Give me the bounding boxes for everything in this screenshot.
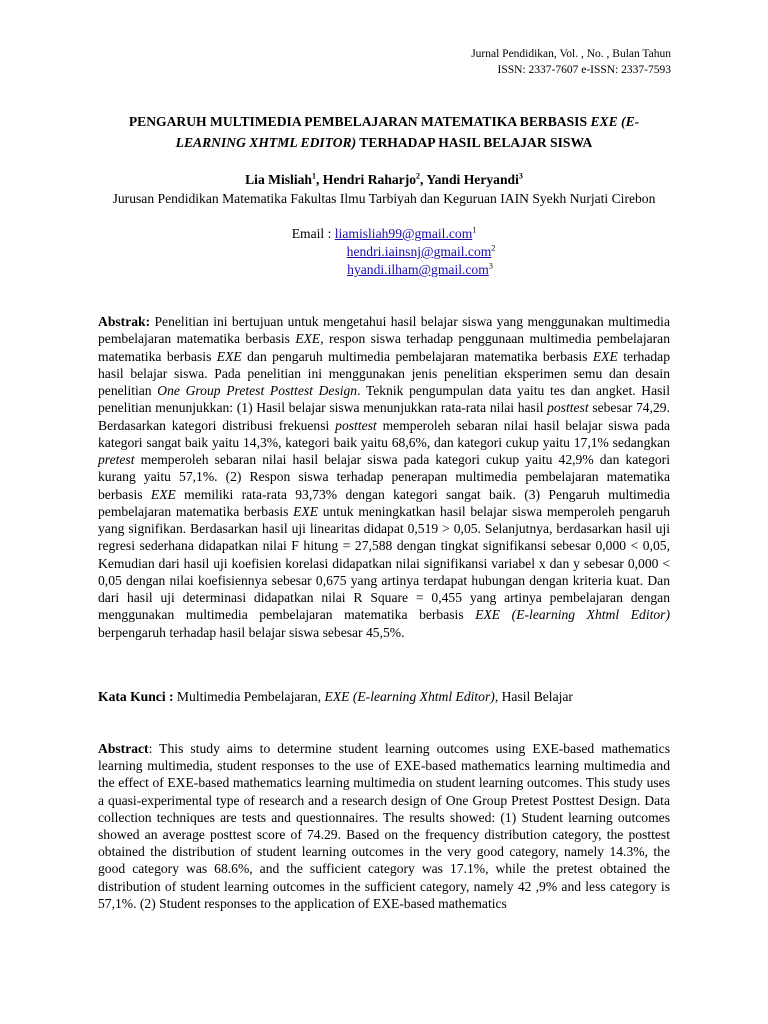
email-2-sup: 2 (491, 243, 496, 253)
keywords-label: Kata Kunci : (98, 689, 174, 704)
email-1-sup: 1 (472, 225, 477, 235)
abstrak-italic: EXE (293, 503, 319, 519)
abstrak-text: berpengaruh terhadap hasil belajar siswa sebesar 45,5%. (98, 624, 405, 640)
affiliation: Jurusan Pendidikan Matematika Fakultas Ilmu Tarbiyah dan Keguruan IAIN Syekh Nurjati Cirebon (112, 191, 656, 206)
abstrak-italic: posttest (335, 417, 377, 433)
abstrak-text: untuk meningkatkan hasil belajar siswa memperoleh pengaruh yang signifikan. Berdasarkan hasil uji linearitas didapat 0,519 > 0,05. Selanjutnya, berdasarkan hasil uji regresi sederhana didapatkan nilai F hitung = 27,588 dengan tingkat signifikansi sebesar 0,000 < 0,05, Kemudian dari hasil uji koefisien korelasi didapatkan nilai signifikansi variabel x dan y sebesar 0,000 < 0,05 dengan nilai koefisiennya sebesar 0,675 yang artinya terdapat hubungan dengan kriteria kuat. Dan dari hasil uji determinasi didapatkan nilai R Square = 0,455 yang artinya pembelajaran dengan menggunakan multimedia pembelajaran matematika berbasis (98, 503, 670, 623)
title-italic: EXE (E-LEARNING XHTML EDITOR) (175, 114, 640, 150)
keywords-text: Multimedia Pembelajaran, (173, 689, 325, 704)
abstrak-text: terhadap hasil belajar siswa. Pada penelitian ini menggunakan jenis penelitian eksperimen semu dan desain penelitian (98, 348, 670, 398)
abstrak-text: sebesar 74,29. Berdasarkan kategori distribusi frekuensi (98, 400, 670, 433)
author-1-sup: 1 (311, 171, 316, 181)
title-part1: PENGARUH MULTIMEDIA PEMBELAJARAN MATEMATIKA BERBASIS (128, 114, 591, 129)
abstrak-text: dan pengaruh multimedia pembelajaran matematika berbasis (241, 348, 593, 364)
keywords-italic: EXE (E-learning Xhtml Editor) (324, 689, 495, 704)
email-line-1 (96, 225, 672, 243)
author-2-sup: 2 (416, 171, 421, 181)
abstrak-italic: EXE (E-learning Xhtml Editor) (475, 607, 670, 623)
abstrak-italic: EXE (592, 348, 618, 364)
author-3: Yandi Heryandi (426, 172, 519, 187)
abstrak-italic: pretest (98, 452, 135, 467)
issn-line: ISSN: 2337-7607 e-ISSN: 2337-7593 (497, 64, 671, 76)
abstrak-text: memperoleh sebaran nilai hasil belajar siswa pada kategori sangat baik yaitu 14,3%, kategori baik yaitu 68,6%, dan kategori cukup yaitu 17,1% sedangkan (98, 417, 670, 450)
title-part2: TERHADAP HASIL BELAJAR SISWA (356, 135, 593, 150)
abstrak-italic: EXE (216, 348, 242, 364)
abstrak-italic: posttest (547, 400, 589, 416)
author-sep: , (420, 172, 427, 187)
abstract-en-paragraph (98, 740, 670, 912)
abstrak-italic: One Group Pretest Posttest Design (157, 383, 358, 398)
email-link-3[interactable]: hyandi.ilham@gmail.com (347, 262, 489, 277)
abstrak-italic: EXE (150, 486, 176, 502)
email-line-2 (96, 243, 672, 261)
paper-title (96, 111, 672, 153)
abstrak-text: memperoleh sebaran nilai hasil belajar siswa pada kategori cukup yaitu 42,9% dan kategori kurang yaitu 57,1%. (2) Respon siswa terhadap penerapan multimedia pembelajaran matematika berbasis (98, 452, 670, 502)
author-3-sup: 3 (518, 171, 523, 181)
author-2: Hendri Raharjo (322, 172, 417, 187)
abstract-en-label: Abstract (98, 741, 149, 756)
abstrak-text: memiliki rata-rata 93,73% dengan kategori sangat baik. (3) Pengaruh multimedia pembelajaran matematika berbasis (98, 486, 670, 519)
email-line-3 (96, 261, 672, 279)
author-list (96, 171, 672, 189)
abstrak-text: , respon siswa terhadap penggunaan multimedia pembelajaran matematika berbasis (98, 331, 670, 364)
email-block (96, 225, 672, 279)
abstrak-label: Abstrak: (98, 314, 151, 329)
email-3-sup: 3 (488, 261, 493, 271)
author-1: Lia Misliah (245, 172, 312, 187)
abstrak-italic: EXE (295, 331, 321, 347)
abstrak-text: . Teknik pengumpulan data yaitu tes dan angket. Hasil penelitian menunjukkan: (1) Hasil belajar siswa menunjukkan rata-rata nilai hasil (98, 383, 670, 416)
email-label: Email : (291, 226, 335, 241)
keywords-text: , Hasil Belajar (494, 689, 573, 704)
journal-header (471, 46, 671, 78)
journal-line: Jurnal Pendidikan, Vol. , No. , Bulan Tahun (471, 48, 671, 60)
abstrak-paragraph (98, 313, 670, 641)
author-sep: , (315, 172, 323, 187)
keywords-line (98, 688, 670, 705)
email-link-1[interactable]: liamisliah99@gmail.com (334, 226, 473, 241)
email-link-2[interactable]: hendri.iainsnj@gmail.com (346, 244, 492, 259)
abstract-en-text: : This study aims to determine student learning outcomes using EXE-based mathematics learning multimedia, student responses to the use of EXE-based mathematics learning multimedia and the effect of EXE-based mathematics learning multimedia on student learning outcomes. This study uses a quasi-experimental type of research and a research design of One Group Pretest Posttest Design. Data collection techniques are tests and questionnaires. The results showed: (1) Student learning outcomes showed an average posttest score of 74.29. Based on the frequency distribution category, the posttest obtained the distribution of student learning outcomes in the very good category, namely 14.3%, the good category was 68.6%, and the sufficient category was 17.1%, while the pretest obtained the distribution of student learning outcomes in the sufficient category, namely 42 ,9% and less category is 57,1%. (2) Student responses to the application of EXE-based mathematics (98, 741, 670, 911)
abstrak-text: Penelitian ini bertujuan untuk mengetahui hasil belajar siswa yang menggunakan multimedia pembelajaran matematika berbasis (98, 314, 670, 347)
